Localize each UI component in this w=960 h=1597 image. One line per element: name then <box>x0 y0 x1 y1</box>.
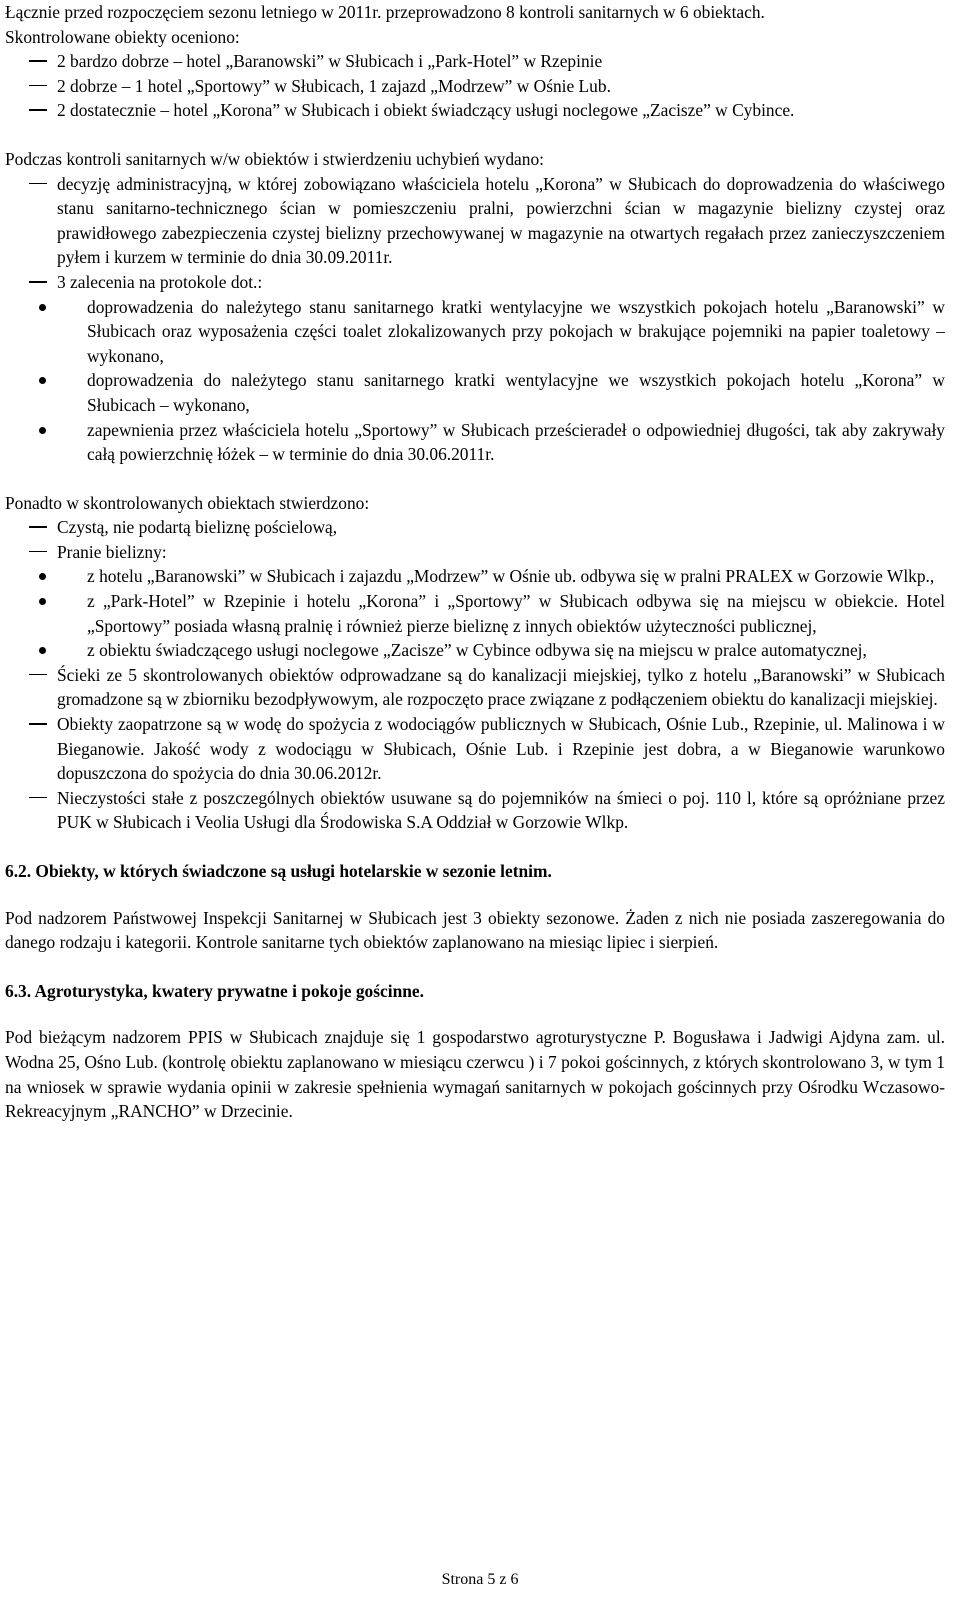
document-page <box>5 0 945 1124</box>
assessment-item: 2 dobrze – 1 hotel „Sportowy” w Słubicach, 1 zajazd „Modrzew” w Ośnie Lub. <box>5 74 945 99</box>
page-number: Strona 5 z 6 <box>441 1571 519 1588</box>
finding-linen: Czystą, nie podartą bieliznę pościelową, <box>5 515 945 540</box>
finding-waste: Nieczystości stałe z poszczególnych obiektów usuwane są do pojemników na śmieci o poj. 110 l, które są opróżniane przez PUK w Słubicach i Veolia Usługi dla Środowiska S.A Oddział w Gorzowie Wlkp. <box>5 786 945 835</box>
recommendations-label: 3 zalecenia na protokole dot.: <box>5 270 945 295</box>
recommendation-item: doprowadzenia do należytego stanu sanitarnego kratki wentylacyjne we wszystkich pokojach hotelu „Baranowski” w Słubicach oraz wyposażenia części toalet zlokalizowanych przy pokojach w brakujące pojemniki na papier toaletowy – wykonano, <box>5 295 945 369</box>
section-6-3-text: Pod bieżącym nadzorem PPIS w Słubicach znajduje się 1 gospodarstwo agroturystyczne P. Bogusława i Jadwigi Ajdyna zam. ul. Wodna 25, Ośno Lub. (kontrolę obiektu zaplanowano w miesiącu czerwcu ) i 7 pokoi gościnnych, z których skontrolowano 3, w tym 1 na wniosek w sprawie wydania opinii w zakresie spełnienia wymagań sanitarnych w pokojach gościnnych przy Ośrodku Wczasowo-Rekreacyjnym „RANCHO” w Drzecinie. <box>5 1027 945 1122</box>
intro-paragraph: Łącznie przed rozpoczęciem sezonu letniego w 2011r. przeprowadzono 8 kontroli sanitarnych w 6 obiektach. <box>5 2 765 22</box>
findings-intro: Ponadto w skontrolowanych obiektach stwierdzono: <box>5 492 370 513</box>
decision-item: decyzję administracyjną, w której zobowiązano właściciela hotelu „Korona” w Słubicach do doprowadzenia do właściwego stanu sanitarno-technicznego ścian w pomieszczeniu pralni, powierzchni ścian w magazynie bielizny czystej oraz prawidłowego zabezpieczenia czystej bielizny przechowywanej w magazynie na otwartych regałach przez zanieczyszczeniem pyłem i kurzem w terminie do dnia 30.09.2011r. <box>5 172 945 270</box>
section-6-2-text: Pod nadzorem Państwowej Inspekcji Sanitarnej w Słubicach jest 3 obiekty sezonowe. Żaden z nich nie posiada zaszeregowania do danego rodzaju i kategorii. Kontrole sanitarne tych obiektów zaplanowano na miesiąc lipiec i sierpień. <box>5 907 945 953</box>
laundry-item: z hotelu „Baranowski” w Słubicach i zajazdu „Modrzew” w Ośnie ub. odbywa się w pralni PRALEX w Gorzowie Wlkp., <box>5 564 945 589</box>
laundry-item: z obiektu świadczącego usługi noclegowe „Zacisze” w Cybince odbywa się na miejscu w pralce automatycznej, <box>5 638 945 663</box>
finding-sewage: Ścieki ze 5 skontrolowanych obiektów odprowadzane są do kanalizacji miejskiej, tylko z hotelu „Baranowski” w Słubicach gromadzone są w zbiorniku bezodpływowym, ale rozpoczęto prace związane z podłączeniem obiektu do kanalizacji miejskiej. <box>5 663 945 712</box>
inspection-intro: Podczas kontroli sanitarnych w/w obiektów i stwierdzeniu uchybień wydano: <box>5 148 544 169</box>
laundry-item: z „Park-Hotel” w Rzepinie i hotelu „Korona” i „Sportowy” w Słubicach odbywa się na miejscu w obiekcie. Hotel „Sportowy” posiada własną pralnię i również pierze bieliznę z innych obiektów użyteczności publicznej, <box>5 589 945 638</box>
assessment-item: 2 dostatecznie – hotel „Korona” w Słubicach i obiekt świadczący usługi noclegowe „Zacisze” w Cybince. <box>5 98 945 123</box>
intro-assessment-label: Skontrolowane obiekty oceniono: <box>5 26 240 47</box>
recommendation-item: zapewnienia przez właściciela hotelu „Sportowy” w Słubicach prześcieradeł o odpowiedniej długości, tak aby zakrywały całą powierzchnię łóżek – w terminie do dnia 30.06.2011r. <box>5 418 945 467</box>
section-6-2-heading: 6.2. Obiekty, w których świadczone są usługi hotelarskie w sezonie letnim. <box>5 861 552 881</box>
finding-water: Obiekty zaopatrzone są w wodę do spożycia z wodociągów publicznych w Słubicach, Ośnie Lub., Rzepinie, ul. Malinowa i w Bieganowie. Jakość wody z wodociągu w Słubicach, Ośnie Lub. i Rzepinie jest dobra, a w Bieganowie warunkowo dopuszczona do spożycia do dnia 30.06.2012r. <box>5 712 945 786</box>
section-6-3-heading: 6.3. Agroturystyka, kwatery prywatne i pokoje gościnne. <box>5 980 424 1001</box>
assessment-item: 2 bardzo dobrze – hotel „Baranowski” w Słubicach i „Park-Hotel” w Rzepinie <box>5 49 945 74</box>
finding-laundry-label: Pranie bielizny: <box>5 540 945 565</box>
recommendation-item: doprowadzenia do należytego stanu sanitarnego kratki wentylacyjne we wszystkich pokojach hotelu „Korona” w Słubicach – wykonano, <box>5 368 945 417</box>
